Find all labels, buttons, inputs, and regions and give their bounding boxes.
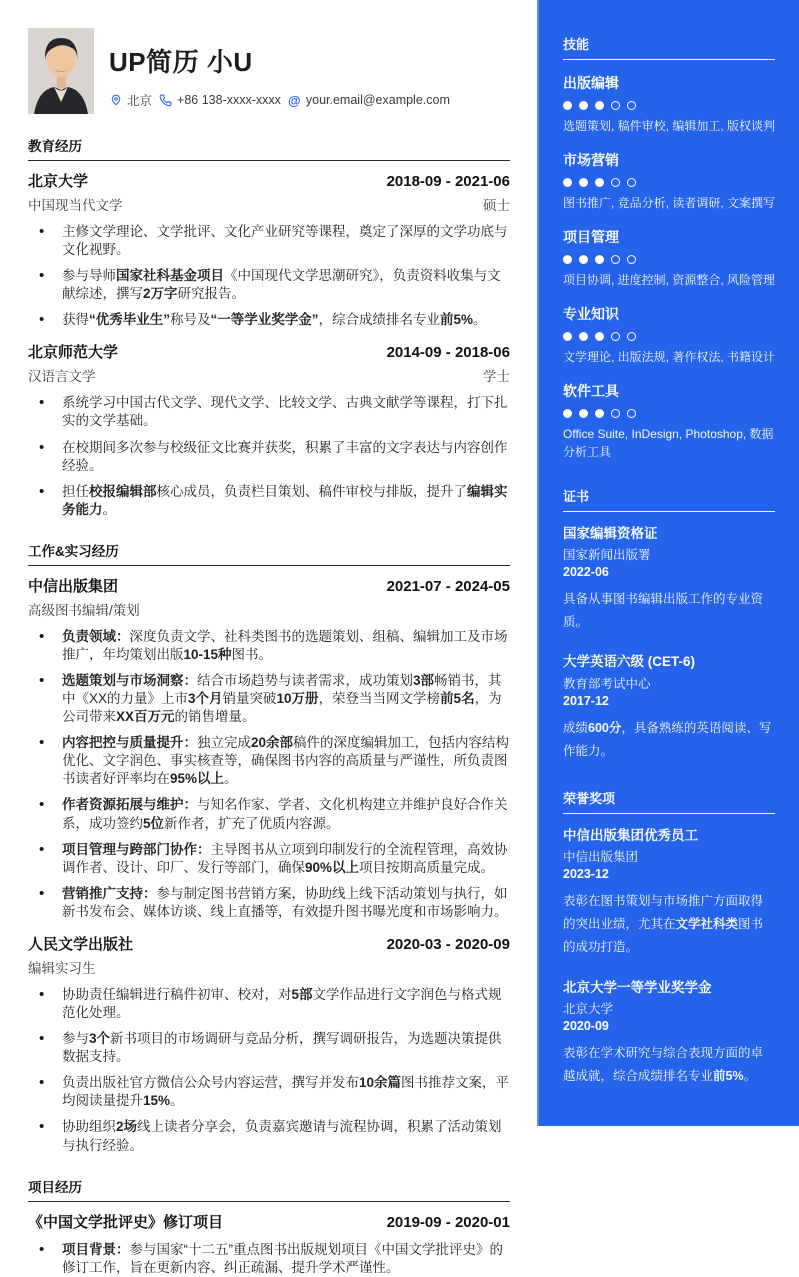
text-segment: 95%以上	[170, 771, 225, 787]
text-segment: 图书的成功打造。	[563, 917, 764, 955]
credential-date: 2022-06	[563, 565, 609, 580]
text-segment: ，为公司带来	[62, 691, 502, 725]
level-dot-empty	[611, 255, 620, 264]
text-segment: 项目按期高质量完成。	[359, 859, 495, 875]
sidebar-section-title: 技能	[563, 34, 775, 60]
text-segment: “优秀毕业生”	[89, 312, 170, 328]
section-title: 工作&实习经历	[28, 540, 510, 566]
entry-degree: 硕士	[483, 198, 510, 213]
text-segment: 参与国家“十二五”重点图书出版规划项目《中国文学批评史》的修订工作，旨在更新内容、纠正疏漏、提升学术严谨性。	[62, 1241, 503, 1275]
text-segment: ，荣登当当网文学榜	[318, 691, 441, 707]
level-dot-empty	[627, 255, 636, 264]
bullet-item	[28, 483, 510, 519]
bullet-item	[28, 734, 510, 788]
text-segment: 深度负责文学、社科类图书的选题策划、组稿、编辑加工及市场推广，年均策划出版	[62, 628, 508, 662]
level-dot-filled	[579, 255, 588, 264]
credential-description	[563, 890, 775, 959]
text-segment: 《中国现代文学思潮研究》，负责资料收集与文献综述，撰写	[62, 268, 501, 302]
text-segment: 2场	[116, 1119, 138, 1135]
skill-item	[563, 150, 775, 212]
sidebar-section-title: 荣誉奖项	[563, 788, 775, 814]
text-segment: 。	[224, 771, 238, 787]
credential-issuer: 中信出版集团	[563, 850, 639, 865]
level-dot-filled	[595, 101, 604, 110]
text-segment: 参与	[62, 1031, 89, 1047]
entry-header	[28, 170, 510, 191]
credential-issuer: 国家新闻出版署	[563, 548, 651, 563]
skill-name: 出版编辑	[563, 75, 619, 91]
level-dot-filled	[563, 101, 572, 110]
skill-detail: 选题策划, 稿件审校, 编辑加工, 版权谈判	[563, 119, 776, 133]
entry-subheader	[28, 599, 510, 619]
text-segment: 研究报告。	[177, 286, 246, 302]
bullet-item	[28, 628, 510, 664]
text-segment: 3个	[89, 1031, 111, 1047]
entry-header	[28, 341, 510, 362]
text-segment: 项目背景：	[62, 1241, 130, 1257]
level-dot-filled	[595, 255, 604, 264]
contact-text: your.email@example.com	[305, 93, 450, 107]
level-dot-filled	[563, 255, 572, 264]
entry-subheader	[28, 957, 510, 977]
entry-subheader	[28, 194, 510, 214]
entry-date: 2018-09 - 2021-06	[386, 173, 510, 190]
entry-date: 2014-09 - 2018-06	[386, 344, 510, 362]
text-segment: 5部	[291, 986, 313, 1002]
sidebar-sections	[563, 34, 775, 1088]
level-dot-filled	[595, 409, 604, 418]
text-segment: 畅销书，其中《XX的力量》上市	[62, 673, 502, 707]
text-segment: 前5名	[440, 691, 475, 707]
credential-name: 北京大学一等学业奖学金	[563, 979, 712, 995]
skill-name: 专业知识	[563, 306, 619, 322]
contact-item	[288, 93, 450, 107]
text-segment: 主导图书从立项到印制发行的全流程管理，高效协调作者、设计、印厂、发行等部门，确保	[62, 841, 508, 875]
text-segment: 图书。	[231, 646, 273, 662]
text-segment: 在校期间多次参与校级征文比赛并获奖，积累了丰富的文字表达与内容创作经验。	[62, 439, 508, 473]
text-segment: “一等学业奖学金”	[210, 312, 319, 328]
text-segment: 参与导师	[62, 268, 116, 284]
bullet-item	[28, 311, 510, 329]
text-segment: ，综合成绩排名专业	[318, 312, 440, 328]
sidebar-section	[563, 486, 775, 763]
skill-name: 项目管理	[563, 229, 619, 245]
text-segment: 文学社科类	[675, 917, 739, 932]
text-segment: 具备从事图书编辑出版工作的专业资质。	[563, 592, 764, 630]
text-segment: 协助组织	[62, 1119, 116, 1135]
bullet-item	[28, 1074, 510, 1110]
text-segment: 协助责任编辑进行稿件初审、校对，对	[62, 986, 292, 1002]
credential-item	[563, 525, 775, 634]
level-dot-filled	[595, 178, 604, 187]
level-dot-filled	[595, 332, 604, 341]
resume-entry	[28, 170, 510, 329]
skill-name: 市场营销	[563, 152, 619, 168]
text-segment: 新书项目的市场调研与竞品分析，撰写调研报告，为选题决策提供数据支持。	[62, 1031, 502, 1065]
skill-detail: 项目协调, 进度控制, 资源整合, 风险管理	[563, 273, 776, 287]
text-segment: 前5%	[713, 1068, 744, 1083]
text-segment: 校报编辑部	[89, 483, 157, 499]
text-segment: 营销推广支持：	[62, 885, 157, 901]
entry-title: 人民文学出版社	[28, 935, 134, 953]
text-segment: 独立完成	[197, 735, 251, 751]
profile-photo	[28, 28, 94, 114]
text-segment: 表彰在图书策划与市场推广方面取得的突出业绩，尤其在	[563, 894, 764, 932]
bullet-list	[28, 223, 510, 329]
skill-item	[563, 381, 775, 461]
entry-subheader	[28, 365, 510, 385]
text-segment: 结合市场趋势与读者需求，成功策划	[197, 673, 413, 689]
main-sections	[28, 135, 510, 1277]
sidebar-section	[563, 34, 775, 461]
credential-date: 2017-12	[563, 693, 609, 708]
bullet-item	[28, 841, 510, 877]
resume-header	[28, 28, 510, 114]
text-segment: 成绩	[563, 720, 589, 735]
candidate-name: UP简历 小U	[109, 47, 253, 77]
level-dot-empty	[627, 409, 636, 418]
sidebar-section	[563, 788, 775, 1088]
entry-date: 2020-03 - 2020-09	[386, 935, 510, 953]
profile-photo-image	[28, 28, 94, 114]
text-segment: 系统学习中国古代文学、现代文学、比较文学、古典文献学等课程，打下扎实的文学基础。	[62, 395, 508, 429]
text-segment: 10-15种	[183, 646, 232, 662]
credential-name: 中信出版集团优秀员工	[563, 827, 698, 843]
entry-title: 《中国文学批评史》修订项目	[28, 1213, 224, 1231]
section-title: 项目经历	[28, 1176, 510, 1202]
skill-level-dots	[563, 255, 775, 264]
skill-item	[563, 73, 775, 135]
bullet-item	[28, 1241, 510, 1277]
text-segment: 。	[473, 312, 487, 328]
text-segment: 销量突破	[222, 691, 277, 707]
entry-date: 2019-09 - 2020-01	[386, 1213, 510, 1231]
text-segment: 2万字	[143, 286, 178, 302]
bullet-item	[28, 672, 510, 726]
bullet-item	[28, 394, 510, 430]
contact-item	[109, 91, 152, 109]
level-dot-empty	[611, 332, 620, 341]
section-title: 教育经历	[28, 135, 510, 161]
credential-date: 2020-09	[563, 1018, 609, 1033]
contact-item	[159, 93, 281, 107]
entry-date: 2021-07 - 2024-05	[386, 577, 510, 595]
text-segment: 5位	[143, 815, 165, 831]
text-segment: 20余部	[251, 735, 294, 751]
level-dot-empty	[611, 409, 620, 418]
text-segment: 获得	[62, 312, 89, 328]
credential-description	[563, 717, 775, 763]
entry-header	[28, 575, 510, 596]
bullet-list	[28, 1241, 510, 1277]
sidebar	[537, 0, 799, 1126]
credential-issuer: 教育部考试中心	[563, 676, 651, 691]
entry-degree: 学士	[483, 369, 510, 385]
credential-description	[563, 588, 775, 634]
entry-role: 编辑实习生	[28, 960, 96, 976]
text-segment: 表彰在学术研究与综合表现方面的卓越成就，综合成绩排名专业	[563, 1045, 764, 1083]
skill-name: 软件工具	[563, 383, 619, 399]
contact-row	[109, 91, 450, 109]
resume-entry	[28, 341, 510, 518]
entry-title: 北京师范大学	[28, 344, 119, 362]
text-segment: 稿件的深度编辑加工，包括内容结构优化、文字润色、事实核查等，确保图书内容的高质量与严谨性，所负责图书读者好评率均在	[62, 735, 510, 787]
bullet-list	[28, 986, 510, 1155]
level-dot-filled	[563, 178, 572, 187]
level-dot-empty	[627, 332, 636, 341]
entry-role: 汉语言文学	[28, 369, 96, 385]
level-dot-filled	[579, 101, 588, 110]
credential-description	[563, 1042, 775, 1088]
bullet-item	[28, 223, 510, 259]
text-segment: 核心成员，负责栏目策划、稿件审校与排版，提升了	[156, 483, 467, 499]
level-dot-empty	[611, 178, 620, 187]
level-dot-empty	[627, 101, 636, 110]
text-segment: 图书推荐文案，平均阅读量提升	[62, 1075, 510, 1109]
credential-issuer: 北京大学	[563, 1001, 614, 1016]
bullet-list	[28, 628, 510, 921]
level-dot-filled	[579, 332, 588, 341]
level-dot-filled	[579, 178, 588, 187]
text-segment: 600分	[588, 720, 622, 735]
text-segment: ，具备熟练的英语阅读、写作能力。	[563, 720, 772, 758]
resume-entry	[28, 933, 510, 1155]
skill-level-dots	[563, 409, 775, 418]
bullet-item	[28, 986, 510, 1022]
level-dot-filled	[563, 332, 572, 341]
location-pin-icon	[109, 93, 122, 107]
credential-date: 2023-12	[563, 867, 609, 882]
bullet-item	[28, 1118, 510, 1154]
text-segment: 。	[743, 1068, 757, 1083]
text-segment: 90%以上	[305, 859, 360, 875]
main-section	[28, 540, 510, 1155]
bullet-item	[28, 796, 510, 832]
main-section	[28, 1176, 510, 1277]
text-segment: 选题策划与市场洞察：	[62, 673, 197, 689]
sidebar-section-title: 证书	[563, 486, 775, 512]
header-identity	[109, 28, 450, 109]
text-segment: 10万册	[276, 691, 319, 707]
text-segment: XX百万元	[116, 709, 175, 725]
phone-icon	[159, 93, 172, 107]
text-segment: 文学作品进行文字润色与格式规范化处理。	[62, 986, 502, 1021]
credential-name: 大学英语六级 (CET-6)	[563, 654, 696, 670]
entry-role: 中国现当代文学	[28, 198, 123, 213]
skill-item	[563, 304, 775, 366]
text-segment: 参与制定图书营销方案，协助线上线下活动策划与执行，如新书发布会、媒体访谈、线上直播等，有效提升图书曝光度和市场影响力。	[62, 885, 508, 919]
text-segment: 线上读者分享会，负责嘉宾邀请与流程协调，积累了活动策划与执行经验。	[62, 1119, 502, 1153]
text-segment: 新作者，扩充了优质内容源。	[164, 815, 340, 831]
text-segment: 负责领域：	[62, 628, 130, 644]
text-segment: 前5%	[440, 312, 474, 328]
text-segment: 10余篇	[359, 1075, 402, 1091]
bullet-item	[28, 267, 510, 303]
credential-item	[563, 827, 775, 960]
text-segment: 负责出版社官方微信公众号内容运营，撰写并发布	[62, 1075, 359, 1091]
text-segment: 3部	[413, 673, 435, 689]
bullet-item	[28, 1030, 510, 1066]
text-segment: 项目管理与跨部门协作：	[62, 841, 211, 857]
entry-title: 北京大学	[28, 173, 89, 190]
text-segment: 编辑实务能力	[62, 483, 508, 517]
skill-detail: Office Suite, InDesign, Photoshop, 数据分析工具	[563, 427, 774, 459]
entry-header	[28, 933, 510, 954]
entry-role: 高级图书编辑/策划	[28, 602, 140, 618]
skill-level-dots	[563, 332, 775, 341]
entry-header	[28, 1211, 510, 1232]
text-segment: 称号及	[170, 312, 211, 328]
email-at-icon: @	[288, 92, 301, 108]
text-segment: 作者资源拓展与维护：	[62, 797, 197, 813]
text-segment: 国家社科基金项目	[116, 268, 224, 284]
text-segment: 。	[170, 1093, 184, 1109]
text-segment: 担任	[62, 483, 89, 499]
text-segment: 的销售增量。	[174, 709, 256, 725]
credential-item	[563, 653, 775, 762]
contact-text: +86 138-xxxx-xxxx	[177, 93, 281, 107]
bullet-item	[28, 439, 510, 475]
level-dot-filled	[579, 409, 588, 418]
text-segment: 。	[102, 501, 116, 517]
text-segment: 内容把控与质量提升：	[62, 735, 197, 751]
text-segment: 主修文学理论、文学批评、文化产业研究等课程，奠定了深厚的文学功底与文化视野。	[62, 224, 508, 258]
text-segment: 与知名作家、学者、文化机构建立并维护良好合作关系，成功签约	[62, 797, 508, 831]
credential-name: 国家编辑资格证	[563, 526, 658, 541]
credential-item	[563, 979, 775, 1088]
skill-level-dots	[563, 178, 775, 187]
contact-text: 北京	[127, 94, 153, 108]
skill-detail: 图书推广, 竞品分析, 读者调研, 文案撰写	[563, 196, 776, 210]
bullet-list	[28, 394, 510, 518]
level-dot-empty	[627, 178, 636, 187]
level-dot-filled	[563, 409, 572, 418]
level-dot-empty	[611, 101, 620, 110]
bullet-item	[28, 885, 510, 921]
skill-detail: 文学理论, 出版法规, 著作权法, 书籍设计	[563, 350, 776, 364]
main-section	[28, 135, 510, 519]
entry-title: 中信出版集团	[28, 577, 119, 595]
skill-item	[563, 227, 775, 289]
resume-entry	[28, 575, 510, 921]
skill-level-dots	[563, 101, 775, 110]
text-segment: 3个月	[188, 691, 223, 707]
resume-entry	[28, 1211, 510, 1277]
text-segment: 15%	[143, 1093, 171, 1109]
